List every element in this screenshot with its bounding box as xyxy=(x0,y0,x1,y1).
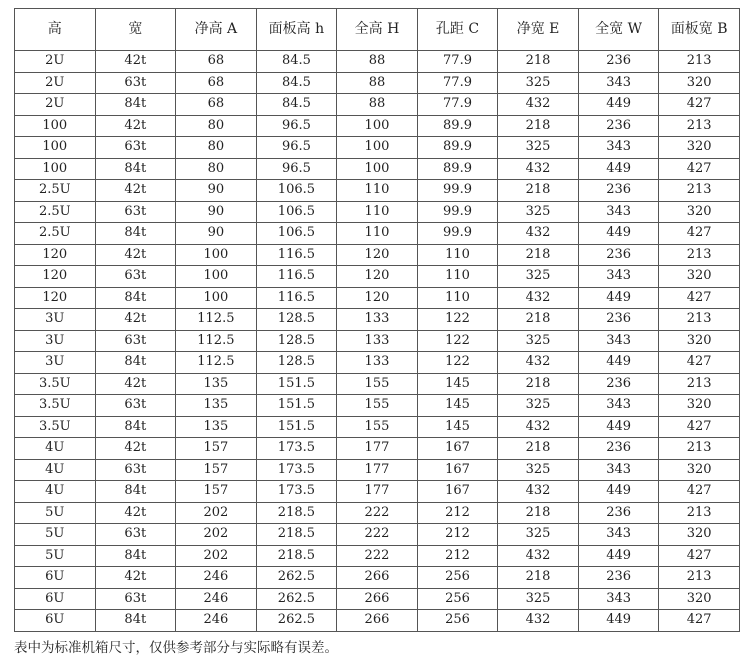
table-cell: 262.5 xyxy=(256,567,337,589)
table-cell: 135 xyxy=(176,416,257,438)
table-row xyxy=(15,244,740,266)
table-cell: 157 xyxy=(176,459,257,481)
table-cell: 218 xyxy=(498,567,579,589)
table-cell: 320 xyxy=(659,201,740,223)
table-cell: 77.9 xyxy=(417,94,498,116)
table-row xyxy=(15,481,740,503)
table-cell: 77.9 xyxy=(417,51,498,73)
table-cell: 5U xyxy=(15,502,96,524)
table-cell: 2.5U xyxy=(15,180,96,202)
table-cell: 110 xyxy=(417,287,498,309)
table-cell: 167 xyxy=(417,481,498,503)
table-cell: 42t xyxy=(95,502,176,524)
table-cell: 42t xyxy=(95,244,176,266)
table-row xyxy=(15,180,740,202)
dimension-table-container xyxy=(14,8,740,632)
column-header: 净宽 E xyxy=(498,9,579,51)
table-cell: 427 xyxy=(659,223,740,245)
table-cell: 6U xyxy=(15,588,96,610)
table-cell: 4U xyxy=(15,459,96,481)
table-cell: 3U xyxy=(15,352,96,374)
table-row xyxy=(15,610,740,632)
table-cell: 120 xyxy=(337,266,418,288)
table-cell: 84.5 xyxy=(256,94,337,116)
table-cell: 449 xyxy=(578,287,659,309)
table-cell: 167 xyxy=(417,438,498,460)
table-cell: 157 xyxy=(176,438,257,460)
table-cell: 343 xyxy=(578,330,659,352)
table-cell: 449 xyxy=(578,352,659,374)
table-row xyxy=(15,137,740,159)
table-cell: 212 xyxy=(417,545,498,567)
table-cell: 42t xyxy=(95,438,176,460)
table-cell: 218 xyxy=(498,180,579,202)
table-cell: 218 xyxy=(498,373,579,395)
table-cell: 449 xyxy=(578,223,659,245)
table-row xyxy=(15,287,740,309)
table-cell: 177 xyxy=(337,438,418,460)
table-cell: 96.5 xyxy=(256,115,337,137)
table-cell: 222 xyxy=(337,545,418,567)
column-header: 宽 xyxy=(95,9,176,51)
table-cell: 2U xyxy=(15,94,96,116)
table-cell: 236 xyxy=(578,115,659,137)
table-cell: 236 xyxy=(578,309,659,331)
table-row xyxy=(15,309,740,331)
table-row xyxy=(15,524,740,546)
table-cell: 128.5 xyxy=(256,309,337,331)
table-cell: 236 xyxy=(578,373,659,395)
table-cell: 133 xyxy=(337,352,418,374)
table-cell: 2.5U xyxy=(15,223,96,245)
table-cell: 63t xyxy=(95,72,176,94)
table-row xyxy=(15,502,740,524)
table-cell: 42t xyxy=(95,373,176,395)
table-cell: 343 xyxy=(578,395,659,417)
table-cell: 96.5 xyxy=(256,137,337,159)
table-cell: 100 xyxy=(337,115,418,137)
table-cell: 266 xyxy=(337,567,418,589)
table-cell: 80 xyxy=(176,137,257,159)
table-cell: 3U xyxy=(15,330,96,352)
table-cell: 110 xyxy=(337,201,418,223)
column-header: 面板高 h xyxy=(256,9,337,51)
table-cell: 68 xyxy=(176,94,257,116)
table-cell: 320 xyxy=(659,266,740,288)
table-cell: 89.9 xyxy=(417,137,498,159)
table-cell: 432 xyxy=(498,545,579,567)
table-cell: 100 xyxy=(337,137,418,159)
table-cell: 427 xyxy=(659,416,740,438)
table-cell: 218.5 xyxy=(256,502,337,524)
table-cell: 325 xyxy=(498,588,579,610)
table-row xyxy=(15,395,740,417)
table-cell: 173.5 xyxy=(256,459,337,481)
table-cell: 177 xyxy=(337,481,418,503)
table-cell: 320 xyxy=(659,395,740,417)
table-cell: 133 xyxy=(337,330,418,352)
table-cell: 84.5 xyxy=(256,51,337,73)
table-cell: 343 xyxy=(578,459,659,481)
table-cell: 116.5 xyxy=(256,287,337,309)
table-cell: 88 xyxy=(337,94,418,116)
table-cell: 84t xyxy=(95,352,176,374)
table-cell: 218.5 xyxy=(256,524,337,546)
table-cell: 432 xyxy=(498,287,579,309)
table-cell: 325 xyxy=(498,395,579,417)
table-cell: 63t xyxy=(95,459,176,481)
table-row xyxy=(15,373,740,395)
table-cell: 122 xyxy=(417,352,498,374)
column-header: 全高 H xyxy=(337,9,418,51)
table-cell: 449 xyxy=(578,158,659,180)
table-cell: 84t xyxy=(95,481,176,503)
table-cell: 3.5U xyxy=(15,416,96,438)
table-cell: 120 xyxy=(337,287,418,309)
table-cell: 84t xyxy=(95,416,176,438)
table-cell: 84t xyxy=(95,94,176,116)
table-cell: 325 xyxy=(498,266,579,288)
table-row xyxy=(15,352,740,374)
table-cell: 106.5 xyxy=(256,223,337,245)
table-cell: 4U xyxy=(15,481,96,503)
table-cell: 100 xyxy=(176,266,257,288)
table-cell: 222 xyxy=(337,502,418,524)
table-cell: 110 xyxy=(417,266,498,288)
table-cell: 151.5 xyxy=(256,395,337,417)
table-cell: 256 xyxy=(417,610,498,632)
table-cell: 80 xyxy=(176,115,257,137)
table-cell: 100 xyxy=(15,137,96,159)
table-cell: 449 xyxy=(578,481,659,503)
table-cell: 320 xyxy=(659,588,740,610)
table-cell: 122 xyxy=(417,330,498,352)
table-cell: 202 xyxy=(176,524,257,546)
table-cell: 112.5 xyxy=(176,352,257,374)
table-cell: 213 xyxy=(659,51,740,73)
table-cell: 2U xyxy=(15,72,96,94)
table-cell: 6U xyxy=(15,610,96,632)
table-cell: 246 xyxy=(176,588,257,610)
table-cell: 202 xyxy=(176,545,257,567)
table-cell: 63t xyxy=(95,330,176,352)
table-cell: 320 xyxy=(659,459,740,481)
table-row xyxy=(15,223,740,245)
table-cell: 63t xyxy=(95,266,176,288)
table-cell: 256 xyxy=(417,588,498,610)
table-cell: 427 xyxy=(659,287,740,309)
table-cell: 116.5 xyxy=(256,244,337,266)
table-cell: 343 xyxy=(578,72,659,94)
table-cell: 256 xyxy=(417,567,498,589)
column-header: 面板宽 B xyxy=(659,9,740,51)
table-cell: 262.5 xyxy=(256,588,337,610)
table-cell: 68 xyxy=(176,72,257,94)
table-cell: 236 xyxy=(578,180,659,202)
table-cell: 145 xyxy=(417,416,498,438)
table-cell: 63t xyxy=(95,395,176,417)
table-cell: 325 xyxy=(498,72,579,94)
table-cell: 145 xyxy=(417,395,498,417)
table-cell: 63t xyxy=(95,137,176,159)
table-cell: 63t xyxy=(95,524,176,546)
table-cell: 213 xyxy=(659,180,740,202)
table-cell: 325 xyxy=(498,137,579,159)
table-body xyxy=(15,51,740,632)
table-cell: 3U xyxy=(15,309,96,331)
table-cell: 110 xyxy=(337,223,418,245)
table-cell: 213 xyxy=(659,309,740,331)
table-cell: 218 xyxy=(498,244,579,266)
table-cell: 5U xyxy=(15,524,96,546)
table-cell: 262.5 xyxy=(256,610,337,632)
table-cell: 42t xyxy=(95,309,176,331)
table-cell: 432 xyxy=(498,416,579,438)
table-cell: 427 xyxy=(659,610,740,632)
table-cell: 449 xyxy=(578,94,659,116)
table-cell: 155 xyxy=(337,373,418,395)
column-header: 高 xyxy=(15,9,96,51)
table-row xyxy=(15,588,740,610)
table-cell: 427 xyxy=(659,481,740,503)
table-cell: 432 xyxy=(498,481,579,503)
table-cell: 110 xyxy=(417,244,498,266)
table-cell: 77.9 xyxy=(417,72,498,94)
table-cell: 449 xyxy=(578,545,659,567)
table-cell: 155 xyxy=(337,416,418,438)
table-cell: 343 xyxy=(578,524,659,546)
table-cell: 106.5 xyxy=(256,201,337,223)
table-cell: 106.5 xyxy=(256,180,337,202)
table-cell: 236 xyxy=(578,244,659,266)
table-row xyxy=(15,115,740,137)
table-cell: 133 xyxy=(337,309,418,331)
table-header xyxy=(15,9,740,51)
table-cell: 325 xyxy=(498,330,579,352)
table-cell: 3.5U xyxy=(15,373,96,395)
table-cell: 213 xyxy=(659,373,740,395)
table-cell: 432 xyxy=(498,352,579,374)
table-cell: 100 xyxy=(15,158,96,180)
table-cell: 320 xyxy=(659,72,740,94)
table-cell: 100 xyxy=(15,115,96,137)
table-cell: 100 xyxy=(176,244,257,266)
table-cell: 88 xyxy=(337,51,418,73)
table-row xyxy=(15,72,740,94)
table-cell: 112.5 xyxy=(176,309,257,331)
table-row xyxy=(15,94,740,116)
table-row xyxy=(15,438,740,460)
table-cell: 120 xyxy=(15,287,96,309)
table-cell: 173.5 xyxy=(256,438,337,460)
table-cell: 135 xyxy=(176,395,257,417)
table-cell: 343 xyxy=(578,588,659,610)
table-cell: 246 xyxy=(176,610,257,632)
column-header: 孔距 C xyxy=(417,9,498,51)
table-cell: 128.5 xyxy=(256,330,337,352)
table-cell: 84.5 xyxy=(256,72,337,94)
table-cell: 3.5U xyxy=(15,395,96,417)
table-cell: 63t xyxy=(95,588,176,610)
table-row xyxy=(15,51,740,73)
table-cell: 213 xyxy=(659,502,740,524)
table-cell: 320 xyxy=(659,330,740,352)
table-cell: 42t xyxy=(95,567,176,589)
table-cell: 112.5 xyxy=(176,330,257,352)
table-cell: 218 xyxy=(498,51,579,73)
table-cell: 427 xyxy=(659,545,740,567)
table-row xyxy=(15,201,740,223)
table-row xyxy=(15,567,740,589)
table-cell: 89.9 xyxy=(417,158,498,180)
table-cell: 218 xyxy=(498,502,579,524)
table-row xyxy=(15,416,740,438)
table-cell: 212 xyxy=(417,524,498,546)
table-cell: 343 xyxy=(578,137,659,159)
table-cell: 120 xyxy=(337,244,418,266)
table-cell: 68 xyxy=(176,51,257,73)
table-cell: 449 xyxy=(578,416,659,438)
table-cell: 4U xyxy=(15,438,96,460)
table-cell: 155 xyxy=(337,395,418,417)
table-cell: 222 xyxy=(337,524,418,546)
table-cell: 88 xyxy=(337,72,418,94)
table-cell: 449 xyxy=(578,610,659,632)
table-cell: 6U xyxy=(15,567,96,589)
table-cell: 218 xyxy=(498,115,579,137)
table-cell: 151.5 xyxy=(256,416,337,438)
table-cell: 99.9 xyxy=(417,223,498,245)
table-cell: 90 xyxy=(176,223,257,245)
table-cell: 84t xyxy=(95,610,176,632)
table-cell: 236 xyxy=(578,502,659,524)
column-header: 净高 A xyxy=(176,9,257,51)
table-cell: 202 xyxy=(176,502,257,524)
table-cell: 432 xyxy=(498,610,579,632)
table-row xyxy=(15,330,740,352)
table-cell: 177 xyxy=(337,459,418,481)
table-cell: 325 xyxy=(498,201,579,223)
table-cell: 427 xyxy=(659,352,740,374)
table-cell: 100 xyxy=(337,158,418,180)
table-cell: 320 xyxy=(659,524,740,546)
table-cell: 100 xyxy=(176,287,257,309)
table-cell: 42t xyxy=(95,51,176,73)
table-cell: 110 xyxy=(337,180,418,202)
header-row xyxy=(15,9,740,51)
table-cell: 343 xyxy=(578,266,659,288)
table-cell: 120 xyxy=(15,266,96,288)
footnote: 表中为标准机箱尺寸，仅供参考部分与实际略有误差。 xyxy=(14,640,338,656)
table-cell: 151.5 xyxy=(256,373,337,395)
table-cell: 246 xyxy=(176,567,257,589)
table-cell: 80 xyxy=(176,158,257,180)
table-cell: 84t xyxy=(95,287,176,309)
table-cell: 432 xyxy=(498,158,579,180)
table-cell: 2.5U xyxy=(15,201,96,223)
table-cell: 218 xyxy=(498,438,579,460)
table-cell: 135 xyxy=(176,373,257,395)
table-cell: 213 xyxy=(659,438,740,460)
table-cell: 99.9 xyxy=(417,180,498,202)
table-cell: 320 xyxy=(659,137,740,159)
table-cell: 122 xyxy=(417,309,498,331)
table-cell: 84t xyxy=(95,223,176,245)
table-cell: 89.9 xyxy=(417,115,498,137)
table-cell: 236 xyxy=(578,51,659,73)
table-cell: 218 xyxy=(498,309,579,331)
table-cell: 128.5 xyxy=(256,352,337,374)
table-cell: 167 xyxy=(417,459,498,481)
table-cell: 266 xyxy=(337,610,418,632)
table-cell: 145 xyxy=(417,373,498,395)
table-cell: 120 xyxy=(15,244,96,266)
table-cell: 432 xyxy=(498,223,579,245)
table-cell: 236 xyxy=(578,438,659,460)
table-cell: 63t xyxy=(95,201,176,223)
table-cell: 2U xyxy=(15,51,96,73)
column-header: 全宽 W xyxy=(578,9,659,51)
table-cell: 325 xyxy=(498,459,579,481)
table-cell: 42t xyxy=(95,115,176,137)
table-cell: 218.5 xyxy=(256,545,337,567)
table-cell: 325 xyxy=(498,524,579,546)
table-cell: 84t xyxy=(95,158,176,180)
table-row xyxy=(15,266,740,288)
table-cell: 427 xyxy=(659,94,740,116)
table-cell: 213 xyxy=(659,115,740,137)
table-cell: 212 xyxy=(417,502,498,524)
table-cell: 266 xyxy=(337,588,418,610)
table-cell: 427 xyxy=(659,158,740,180)
table-row xyxy=(15,459,740,481)
table-cell: 84t xyxy=(95,545,176,567)
table-cell: 213 xyxy=(659,567,740,589)
table-cell: 90 xyxy=(176,180,257,202)
table-cell: 236 xyxy=(578,567,659,589)
table-cell: 157 xyxy=(176,481,257,503)
table-row xyxy=(15,545,740,567)
table-cell: 343 xyxy=(578,201,659,223)
table-cell: 116.5 xyxy=(256,266,337,288)
table-cell: 432 xyxy=(498,94,579,116)
table-row xyxy=(15,158,740,180)
table-cell: 173.5 xyxy=(256,481,337,503)
table-cell: 213 xyxy=(659,244,740,266)
table-cell: 42t xyxy=(95,180,176,202)
table-cell: 99.9 xyxy=(417,201,498,223)
chassis-dimension-table xyxy=(14,8,740,632)
table-cell: 5U xyxy=(15,545,96,567)
table-cell: 96.5 xyxy=(256,158,337,180)
table-cell: 90 xyxy=(176,201,257,223)
